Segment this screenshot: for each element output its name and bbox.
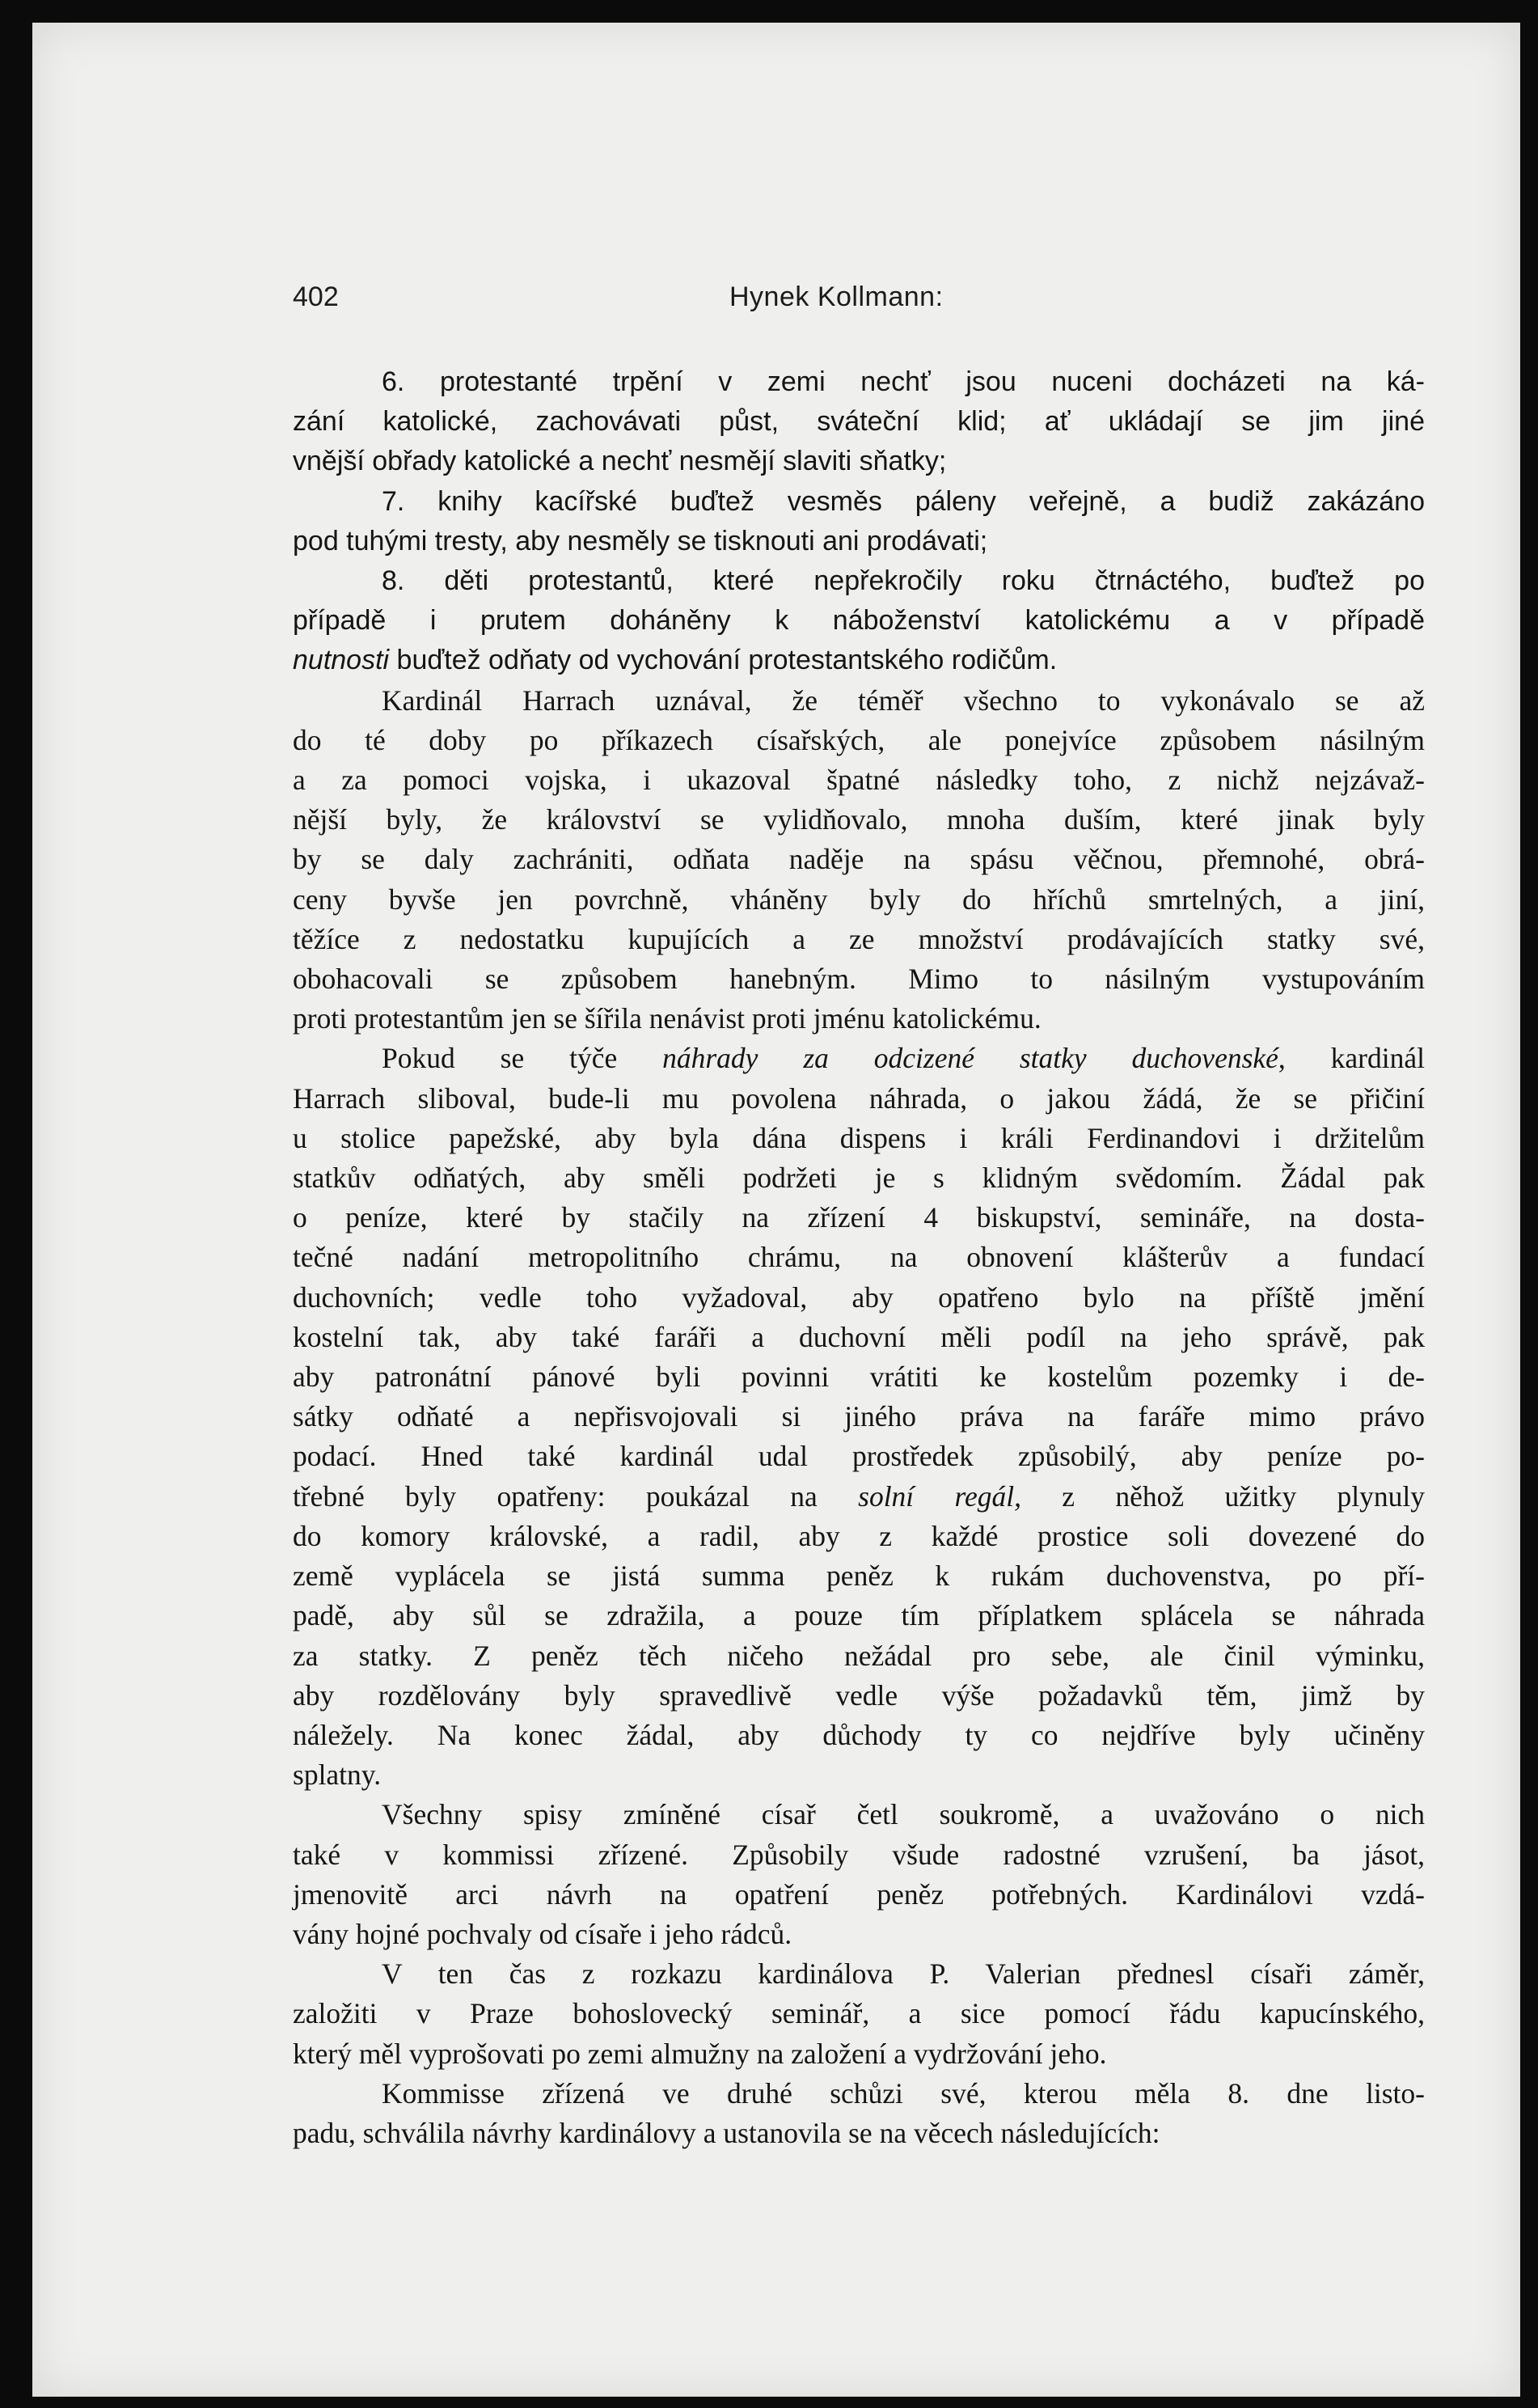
text-segment: vány hojné pochvaly od císaře i jeho rádců. xyxy=(293,1917,792,1950)
text-line xyxy=(293,522,1425,561)
text-line xyxy=(293,760,1425,800)
text-segment: by se daly zachrániti, odňata naděje na spásu věčnou, přemnohé, obrá- xyxy=(293,843,1425,876)
text-line xyxy=(293,641,1425,680)
text-segment: Kommisse zřízená ve druhé schůzi své, kterou měla 8. dne listo- xyxy=(382,2076,1425,2110)
text-line xyxy=(293,1755,1425,1795)
text-segment: sátky odňaté a nepřisvojovali si jiného práva na faráře mimo právo xyxy=(293,1400,1425,1433)
text-line xyxy=(293,880,1425,920)
text-segment: splatny. xyxy=(293,1758,382,1792)
text-line xyxy=(293,1875,1425,1915)
text-line xyxy=(293,1716,1425,1755)
text-line xyxy=(293,681,1425,721)
running-head: Hynek Kollmann: xyxy=(729,281,944,312)
paragraph-p5 xyxy=(293,1039,1425,1795)
text-line xyxy=(293,482,1425,522)
text-segment: a za pomoci vojska, i ukazoval špatné následky toho, z nichž nejzávaž- xyxy=(293,764,1425,797)
text-segment: padu, schválila návrhy kardinálovy a ustanovila se na věcech následujících: xyxy=(293,2116,1160,2149)
text-segment: také v kommissi zřízené. Způsobily všude radostné vzrušení, ba jásot, xyxy=(293,1838,1425,1871)
text-line xyxy=(293,1158,1425,1198)
text-line xyxy=(293,840,1425,879)
text-line xyxy=(293,1357,1425,1397)
italic-phrase: náhrady za odcizené statky duchovenské xyxy=(662,1042,1278,1075)
text-segment: jmenovitě arci návrh na opatření peněz potřebných. Kardinálovi vzdá- xyxy=(293,1877,1425,1911)
text-segment: o peníze, které by stačily na zřízení 4 biskupství, semináře, na dosta- xyxy=(293,1201,1425,1234)
text-segment: aby rozdělovány byly spravedlivě vedle výše požadavků těm, jimž by xyxy=(293,1678,1425,1712)
paragraph-p6 xyxy=(293,1795,1425,1954)
text-line xyxy=(293,1198,1425,1238)
text-line xyxy=(293,1477,1425,1517)
text-segment: statkův odňatých, aby směli podržeti je s klidným svědomím. Žádal pak xyxy=(293,1162,1425,1195)
text-line xyxy=(293,1835,1425,1875)
text-segment: 8. děti protestantů, které nepřekročily roku čtrnáctého, buďtež po xyxy=(382,565,1425,597)
text-segment: za statky. Z peněz těch ničeho nežádal pro sebe, ale činil výminku, xyxy=(293,1639,1425,1672)
text-segment: tečné nadání metropolitního chrámu, na obnovení klášterův a fundací xyxy=(293,1241,1425,1274)
text-segment: padě, aby sůl se zdražila, a pouze tím příplatkem splácela se náhrada xyxy=(293,1599,1425,1632)
paragraph-p2 xyxy=(293,482,1425,561)
text-line xyxy=(293,561,1425,601)
text-segment: Všechny spisy zmíněné císař četl soukromě, a uvažováno o nich xyxy=(382,1798,1425,1831)
text-line xyxy=(293,2074,1425,2114)
text-segment: obohacovali se způsobem hanebným. Mimo to násilným vystupováním xyxy=(293,963,1425,996)
text-segment: buďtež odňaty od vychování protestantského rodičům. xyxy=(389,645,1058,676)
text-segment: zání katolické, zachovávati půst, sváteční klid; ať ukládají se jim jiné xyxy=(293,406,1425,438)
text-segment: Kardinál Harrach uznával, že téměř všechno to vykonávalo se až xyxy=(382,683,1425,717)
text-segment: Harrach sliboval, bude-li mu povolena náhrada, o jakou žádá, že se přičiní xyxy=(293,1081,1425,1115)
text-line xyxy=(293,1397,1425,1437)
text-line xyxy=(293,1079,1425,1119)
text-segment: duchovních; vedle toho vyžadoval, aby opatřeno bylo na příště jmění xyxy=(293,1280,1425,1314)
text-line xyxy=(293,1278,1425,1318)
text-segment: z něhož užitky plynuly xyxy=(1020,1479,1425,1513)
text-line xyxy=(293,402,1425,442)
text-line xyxy=(293,1517,1425,1556)
text-line xyxy=(293,2114,1425,2153)
paragraph-p7 xyxy=(293,1954,1425,2074)
text-segment: ceny byvše jen povrchně, vháněny byly do hříchů smrtelných, a jiní, xyxy=(293,882,1425,916)
paragraph-p3 xyxy=(293,561,1425,681)
text-line xyxy=(293,1954,1425,1994)
text-segment: případě i prutem doháněny k náboženství katolickému a v případě xyxy=(293,605,1425,637)
text-segment: třebné byly opatřeny: poukázal na xyxy=(293,1479,859,1513)
text-line xyxy=(293,1119,1425,1158)
text-segment: do té doby po příkazech císařských, ale ponejvíce způsobem násilným xyxy=(293,723,1425,756)
page-number: 402 xyxy=(293,281,339,312)
text-line xyxy=(293,601,1425,641)
text-line xyxy=(293,800,1425,840)
text-line xyxy=(293,1318,1425,1357)
scanned-page xyxy=(32,23,1520,2397)
text-segment: podací. Hned také kardinál udal prostředek způsobilý, aby peníze po- xyxy=(293,1440,1425,1473)
text-segment: nější byly, že království se vylidňovalo, mnoha duším, které jinak byly xyxy=(293,803,1425,836)
text-segment: Pokud se týče xyxy=(382,1042,663,1075)
text-segment: který měl vyprošovati po zemi almužny na založení a vydržování jeho. xyxy=(293,2037,1107,2070)
paragraph-p4 xyxy=(293,681,1425,1039)
text-segment: proti protestantům jen se šířila nenávist proti jménu katolickému. xyxy=(293,1002,1042,1035)
text-segment: 7. knihy kacířské buďtež vesměs páleny veřejně, a budiž zakázáno xyxy=(382,485,1425,517)
text-line xyxy=(293,721,1425,760)
text-line xyxy=(293,442,1425,481)
body-text xyxy=(293,362,1425,2153)
text-line xyxy=(293,999,1425,1039)
italic-phrase: solní regál, xyxy=(858,1479,1021,1513)
text-line xyxy=(293,1676,1425,1716)
text-line xyxy=(293,1556,1425,1596)
text-segment: vnější obřady katolické a nechť nesmějí slaviti sňatky; xyxy=(293,446,947,477)
text-segment: založiti v Praze bohoslovecký seminář, a sice pomocí řádu kapucínského, xyxy=(293,1997,1425,2030)
text-line xyxy=(293,1795,1425,1835)
text-line xyxy=(293,1596,1425,1636)
text-line xyxy=(293,959,1425,999)
text-line xyxy=(293,2034,1425,2074)
text-line xyxy=(293,1915,1425,1954)
text-line xyxy=(293,1437,1425,1476)
text-segment: u stolice papežské, aby byla dána dispens i králi Ferdinandovi i držitelům xyxy=(293,1121,1425,1154)
text-segment: kostelní tak, aby také faráři a duchovní měli podíl na jeho správě, pak xyxy=(293,1320,1425,1353)
text-segment: pod tuhými tresty, aby nesměly se tisknouti ani prodávati; xyxy=(293,525,988,557)
text-segment: země vyplácela se jistá summa peněz k rukám duchovenstva, po pří- xyxy=(293,1559,1425,1593)
text-segment: aby patronátní pánové byli povinni vrátiti ke kostelům pozemky i de- xyxy=(293,1361,1425,1394)
paragraph-p8 xyxy=(293,2074,1425,2153)
text-line xyxy=(293,1039,1425,1078)
text-segment: 6. protestanté trpění v zemi nechť jsou nuceni docházeti na ká- xyxy=(382,366,1425,397)
text-segment: těžíce z nedostatku kupujících a ze množství prodávajících statky své, xyxy=(293,922,1425,955)
text-line xyxy=(293,1238,1425,1277)
paragraph-p1 xyxy=(293,362,1425,482)
text-segment: náležely. Na konec žádal, aby důchody ty co nejdříve byly učiněny xyxy=(293,1718,1425,1751)
text-line xyxy=(293,1636,1425,1676)
text-segment: V ten čas z rozkazu kardinálova P. Valerian přednesl císaři záměr, xyxy=(382,1957,1425,1991)
text-line xyxy=(293,920,1425,959)
italic-phrase: nutnosti xyxy=(293,645,390,676)
text-line xyxy=(293,362,1425,402)
text-segment: do komory královské, a radil, aby z každé prostice soli dovezené do xyxy=(293,1519,1425,1552)
text-segment: , kardinál xyxy=(1278,1042,1425,1075)
text-line xyxy=(293,1994,1425,2033)
